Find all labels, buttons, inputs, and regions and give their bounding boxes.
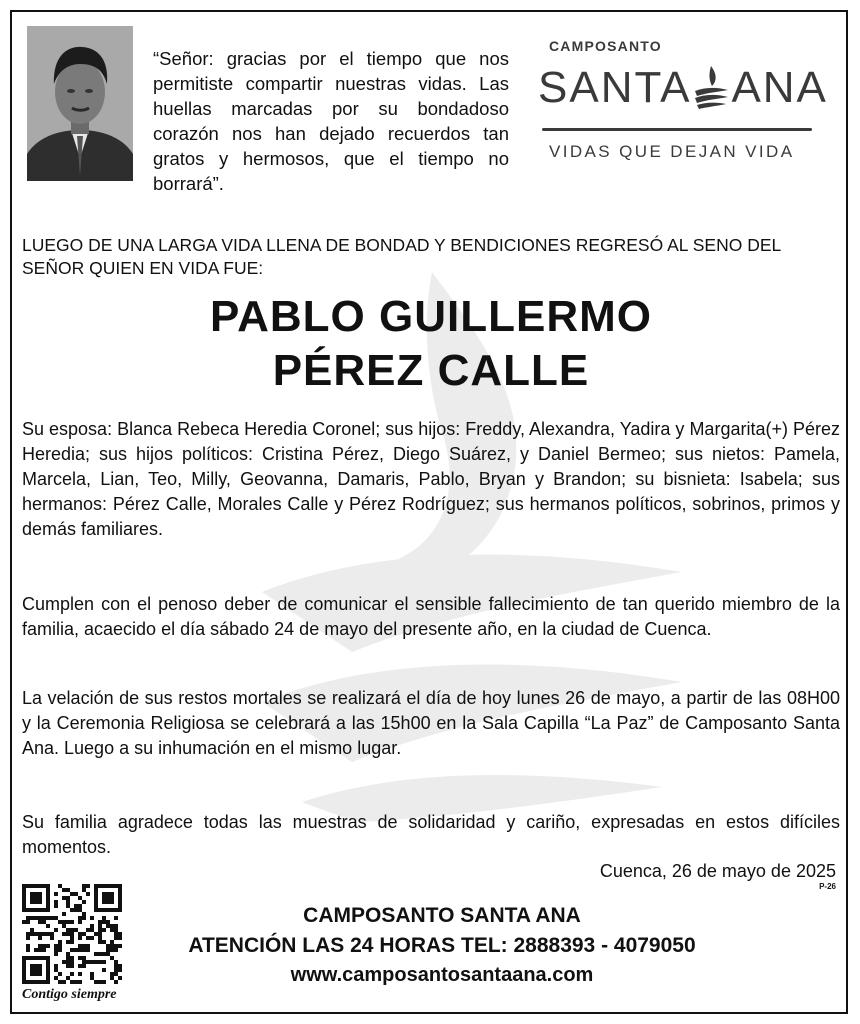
thanks-paragraph: Su familia agradece todas las muestras de solidaridad y cariño, expresadas en estos difíciles momentos.	[22, 812, 840, 857]
brand-name-left: SANTA	[538, 63, 692, 112]
footer-company: CAMPOSANTO SANTA ANA	[303, 904, 581, 927]
memorial-quote: “Señor: gracias por el tiempo que nos permitiste compartir nuestras vidas. Las huellas marcadas por su bondadoso corazón nos han dejado recuerdos tan gratos y hermosos, que el tiempo no borrará”.	[153, 48, 509, 194]
deceased-photo	[27, 26, 133, 181]
deceased-name	[12, 290, 848, 398]
portrait-image	[27, 26, 133, 181]
reference-code: P-26	[819, 882, 836, 891]
qr-caption: Contigo siempre	[22, 987, 117, 1002]
flame-logo-icon	[691, 64, 731, 110]
obituary-notice	[10, 10, 848, 1014]
deceased-name-line1: PABLO GUILLERMO	[210, 292, 652, 341]
brand-logo	[538, 64, 828, 112]
brand-tagline: VIDAS QUE DEJAN VIDA	[549, 142, 795, 161]
deceased-name-line2: PÉREZ CALLE	[272, 346, 590, 395]
brand-divider	[542, 128, 812, 131]
qr-code-icon[interactable]	[22, 884, 122, 984]
footer-website[interactable]: www.camposantosantaana.com	[290, 964, 594, 986]
brand-name-right: ANA	[731, 63, 828, 112]
ceremony-paragraph: La velación de sus restos mortales se realizará el día de hoy lunes 26 de mayo, a partir de las 08H00 y la Ceremonia Religiosa se celebrará a las 15h00 en la Sala Capilla “La Paz” de Camposanto Santa Ana. Luego a su inhumación en el mismo lugar.	[22, 688, 840, 758]
brand-subtitle: CAMPOSANTO	[549, 38, 662, 54]
announcement-paragraph: Cumplen con el penoso deber de comunicar el sensible fallecimiento de tan querido miembro de la familia, acaecido el día sábado 24 de mayo del presente año, en la ciudad de Cuenca.	[22, 594, 840, 639]
footer-phone: ATENCIÓN LAS 24 HORAS TEL: 2888393 - 4079050	[188, 934, 696, 957]
dateline: Cuenca, 26 de mayo de 2025	[599, 861, 836, 881]
intro-heading: LUEGO DE UNA LARGA VIDA LLENA DE BONDAD Y BENDICIONES REGRESÓ AL SENO DEL SEÑOR QUIEN EN VIDA FUE:	[22, 235, 781, 278]
family-paragraph: Su esposa: Blanca Rebeca Heredia Coronel; sus hijos: Freddy, Alexandra, Yadira y Margarita(+) Pérez Heredia; sus hijos políticos: Cristina Pérez, Diego Suárez, y Daniel Bermeo; sus nietos: Pamela, Marcela, Lian, Teo, Milly, Geovanna, Damaris, Pablo, Bryan y Brandon; su bisnieta: Isabela; sus hermanos: Pérez Calle, Morales Calle y Pérez Rodríguez; sus hermanos políticos, sobrinos, primos y demás familiares.	[22, 419, 840, 539]
